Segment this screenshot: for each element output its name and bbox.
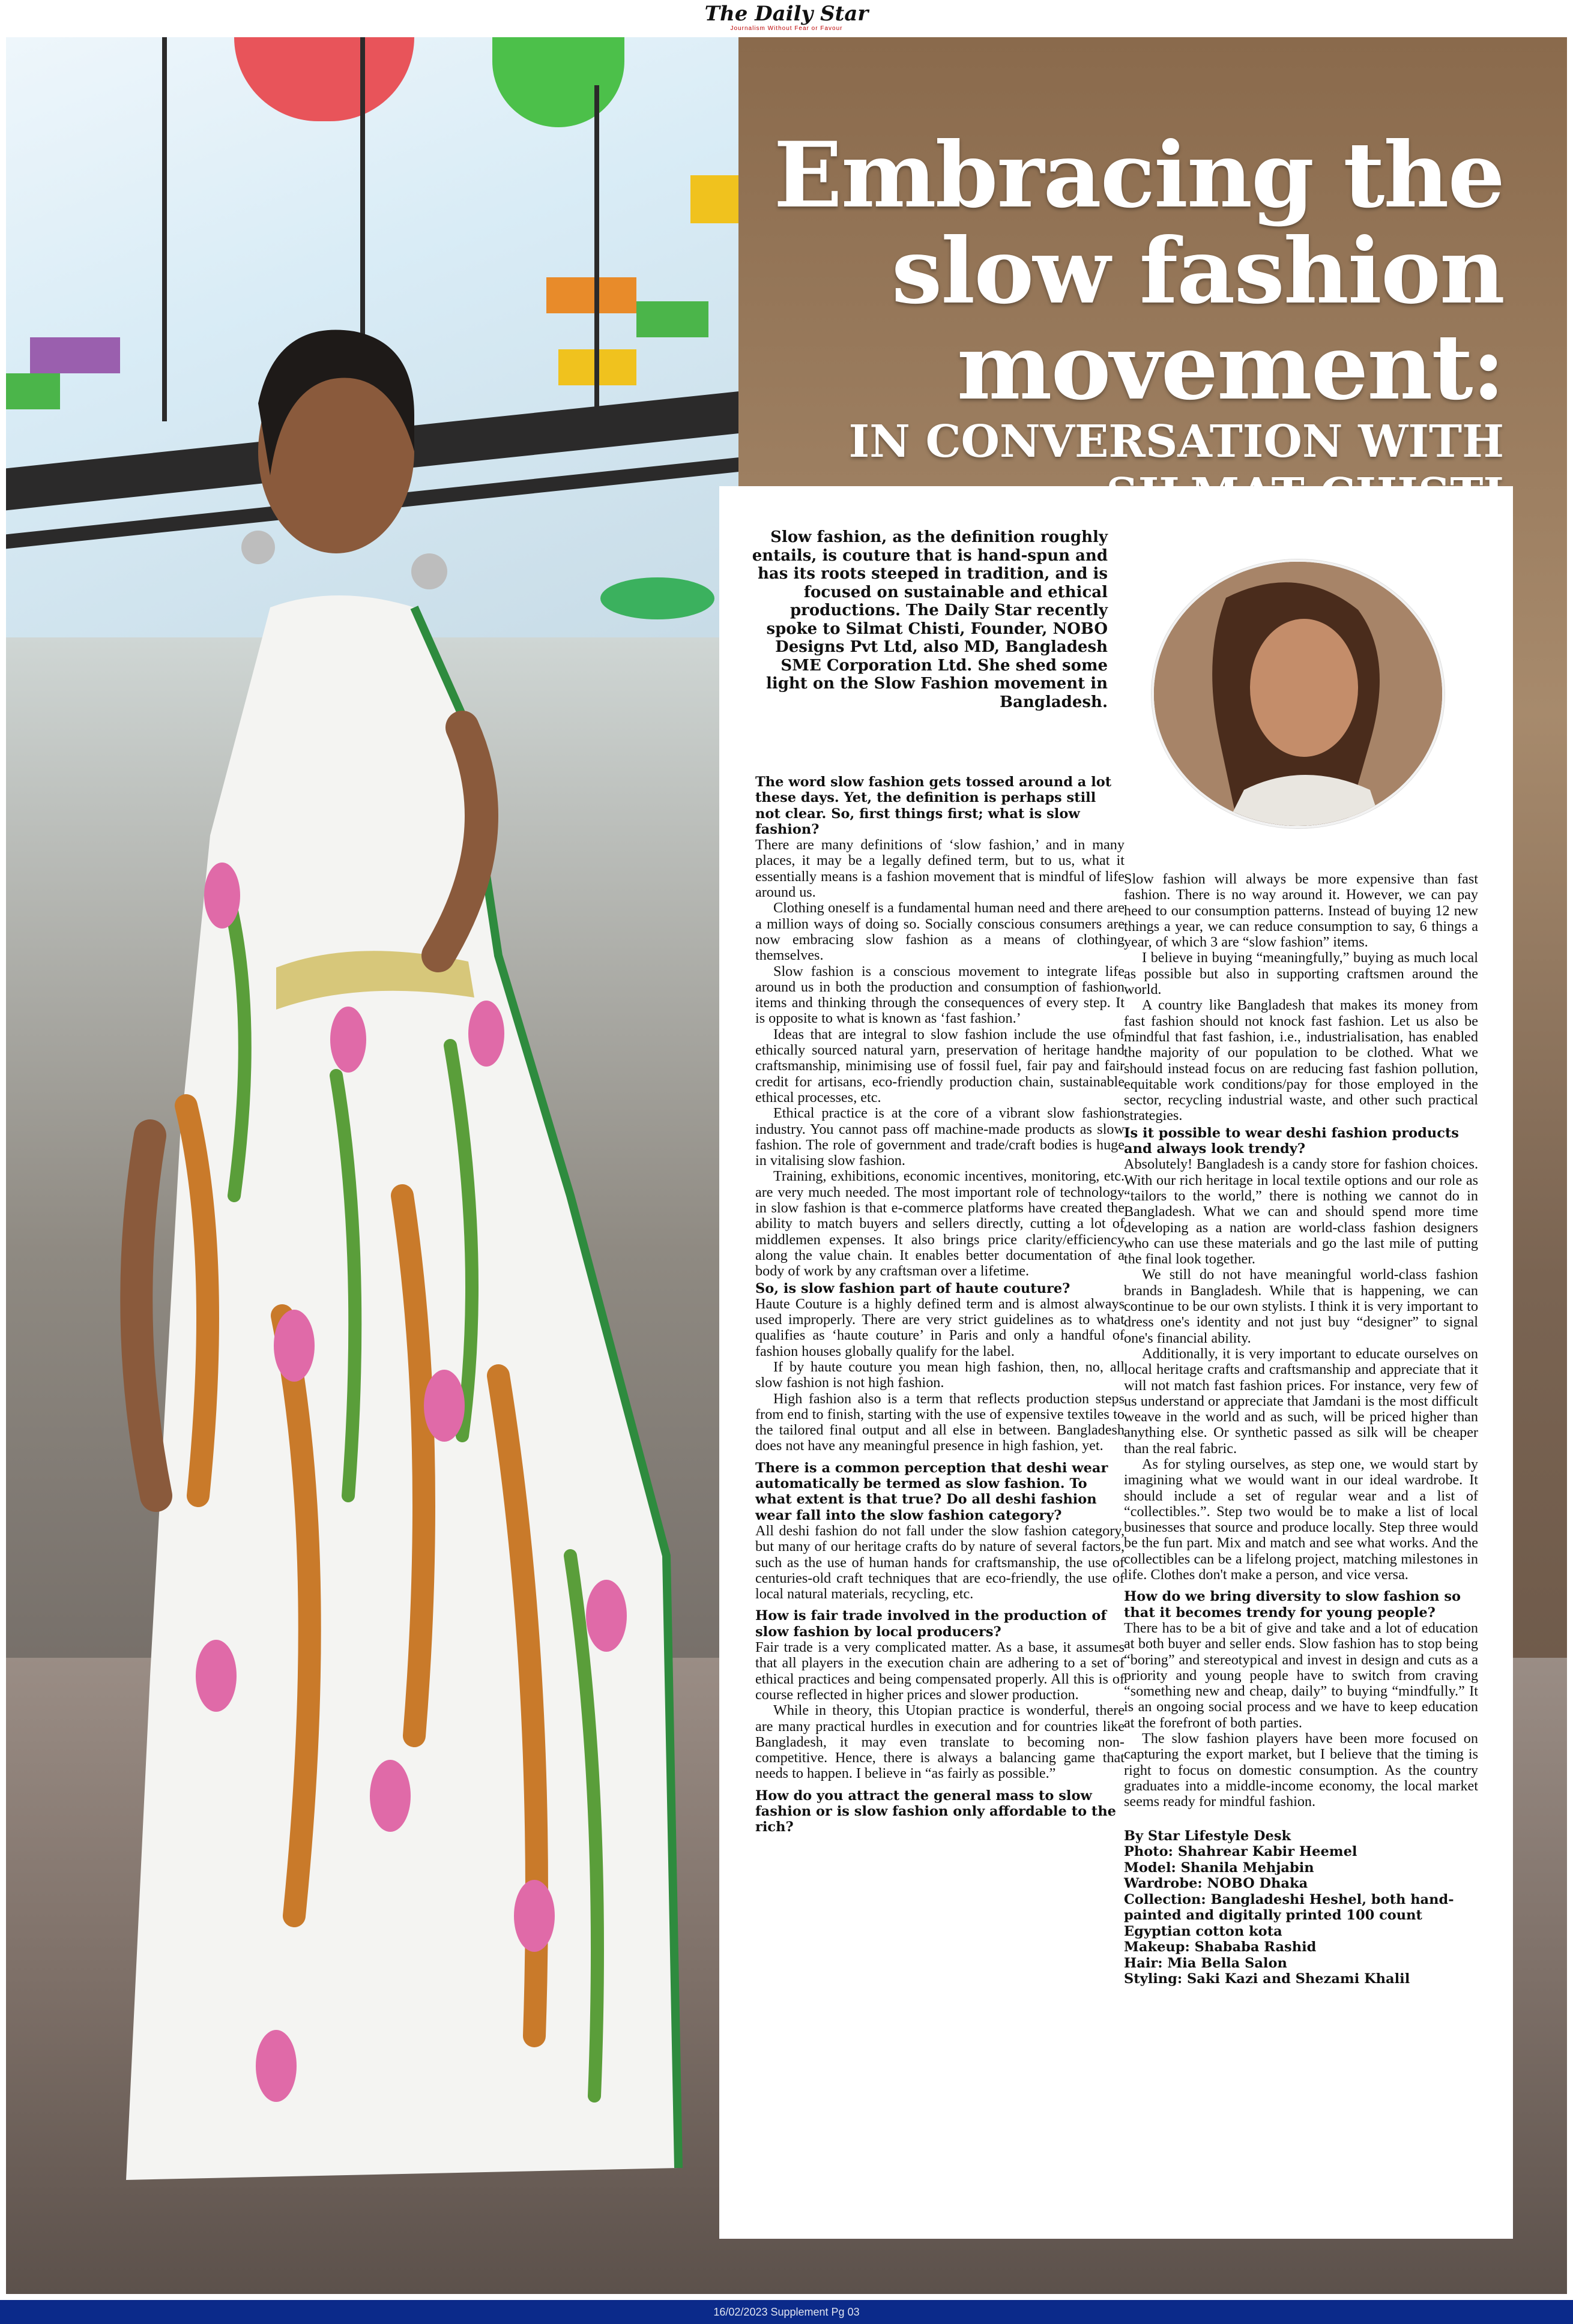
headline-line-3: movement: bbox=[956, 315, 1504, 420]
paragraph: While in theory, this Utopian practice is wonderful, there are many practical hurdles in execution and for countries like Bangladesh, it may even translate to becoming non-competitive. Hence, there is always a balancing game that needs to happen. I believe in “as fairly as possible.” bbox=[755, 1702, 1125, 1782]
question: So, is slow fashion part of haute couture? bbox=[755, 1280, 1070, 1296]
paragraph: Fair trade is a very complicated matter. As a base, it assumes that all players in the execution chain are adhering to a set of ethical practices and being compensated properly. All this is of course reflected in higher prices and slower production. bbox=[755, 1639, 1125, 1703]
question: Is it possible to wear deshi fashion products and always look trendy? bbox=[1124, 1125, 1459, 1157]
credit-model: Model: Shanila Mehjabin bbox=[1124, 1859, 1314, 1876]
question: How do you attract the general mass to slow fashion or is slow fashion only affordable to the rich? bbox=[755, 1787, 1116, 1835]
credit-photo: Photo: Shahrear Kabir Heemel bbox=[1124, 1844, 1357, 1860]
paragraph: Clothing oneself is a fundamental human need and there are a million ways of doing so. Socially conscious consumers are now embracing slow fashion as a means of clothing themselves. bbox=[755, 900, 1125, 964]
credit-wardrobe: Wardrobe: NOBO Dhaka bbox=[1124, 1876, 1308, 1892]
credit-styling: Styling: Saki Kazi and Shezami Khalil bbox=[1124, 1971, 1410, 1987]
model-figure bbox=[78, 295, 726, 2252]
article-column-2 bbox=[1124, 872, 1478, 1987]
paragraph: As for styling ourselves, as step one, we would start by imagining what we would want in our ideal wardrobe. It should include a set of regular wear and a list of “collectibles.”. Step two would be to make a list of local businesses that source and produce locally. Step three would be the fun part. Mix and match and see what works. And the collectibles can be a lifelong project, matching milestones in life. Clothes don't make a person, and vice versa. bbox=[1124, 1456, 1478, 1583]
paragraph: High fashion also is a term that reflects production steps from end to finish, starting with the use of expensive textiles to the tailored final output and all else in between. Bangladesh does not have any meaningful presence in high fashion, yet. bbox=[755, 1390, 1125, 1454]
question: The word slow fashion gets tossed around a lot these days. Yet, the definition is perhaps still not clear. So, first things first; what is slow fashion? bbox=[755, 774, 1112, 837]
subheadline-line-1: IN CONVERSATION WITH bbox=[848, 416, 1504, 468]
credit-hair: Hair: Mia Bella Salon bbox=[1124, 1955, 1287, 1971]
question: How is fair trade involved in the production of slow fashion by local producers? bbox=[755, 1608, 1107, 1640]
paragraph: Ideas that are integral to slow fashion include the use of ethically sourced natural yarn, preservation of heritage hand craftsmanship, minimising use of fossil fuel, fair pay and fair credit for artisans, eco-friendly production chain, sustainable ethical processes, etc. bbox=[755, 1026, 1125, 1106]
paragraph: There has to be a bit of give and take and a lot of education at both buyer and seller ends. Slow fashion has to stop being “boring” and stereotypical and invest in design and cuts as a priority and young people have to switch from craving “something new and cheap, daily” to buying “mindfully.” It is an ongoing social process and we have to keep education at the forefront of both parties. bbox=[1124, 1619, 1478, 1731]
credits bbox=[1124, 1828, 1478, 1987]
masthead-name: The Daily Star bbox=[704, 2, 869, 26]
paragraph: Training, exhibitions, economic incentives, monitoring, etc. are very much needed. The most important role of technology in slow fashion is that e-commerce platforms have created the ability to match buyers and sellers directly, cutting a lot of middlemen expenses. It also brings price clarity/efficiency along the value chain. It enables better documentation of a body of work by any craftsman over a lifetime. bbox=[755, 1168, 1125, 1280]
paragraph: Haute Couture is a highly defined term and is almost always used improperly. There are very strict guidelines as to what qualifies as ‘haute couture’ in Paris and only a handful of fashion houses globally qualify for the label. bbox=[755, 1295, 1125, 1359]
article-column-1 bbox=[755, 773, 1125, 1835]
credit-makeup: Makeup: Shababa Rashid bbox=[1124, 1939, 1317, 1955]
paragraph: Slow fashion will always be more expensive than fast fashion. There is no way around it. However, we can pay heed to our consumption patterns. Instead of buying 12 new things a year, we can reduce consumption to say, 6 things a year, of which 3 are “slow fashion” items. bbox=[1124, 871, 1478, 951]
interviewee-portrait bbox=[1152, 559, 1445, 828]
paragraph: Slow fashion is a conscious movement to integrate life around us in both the production and consumption of fashion items and thinking through the consequences of every step. It is opposite to what is known as ‘fast fashion.’ bbox=[755, 963, 1125, 1027]
credit-collection: Collection: Bangladeshi Heshel, both hand-painted and digitally printed 100 count Egyptian cotton kota bbox=[1124, 1891, 1454, 1939]
paragraph: If by haute couture you mean high fashion, then, no, all slow fashion is not high fashion. bbox=[755, 1358, 1125, 1391]
question: There is a common perception that deshi wear automatically be termed as slow fashion. To what extent is that true? Do all deshi fashion wear fall into the slow fashion category? bbox=[755, 1460, 1108, 1523]
paragraph: Additionally, it is very important to educate ourselves on local heritage crafts and craftsmanship and appreciate that it will not match fast fashion prices. For instance, very few of us understand or appreciate that Jamdani is the most difficult weave in the world and as such, will be priced higher than anything else. Or synthetic passed as silk will be cheaper than the real fabric. bbox=[1124, 1345, 1478, 1457]
paragraph: All deshi fashion do not fall under the slow fashion category, but many of our heritage crafts do by nature of several factors, such as the use of human hands for craftsmanship, the use of centuries-old craft techniques that are eco-friendly, the use of local natural materials, recycling, etc. bbox=[755, 1522, 1125, 1603]
paragraph: We still do not have meaningful world-class fashion brands in Bangladesh. While that is happening, we can continue to be our own stylists. I think it is very important to dress one's identity and not just buy “designer” to signal one's financial ability. bbox=[1124, 1266, 1478, 1346]
paragraph: The slow fashion players have been more focused on capturing the export market, but I believe that the timing is right to focus on domestic consumption. As the country graduates into a middle-income economy, the local market seems ready for mindful fashion. bbox=[1124, 1730, 1478, 1810]
headline-line-1: Embracing the bbox=[773, 122, 1504, 228]
headline-line-2: slow fashion bbox=[891, 218, 1504, 324]
intro-deck: Slow fashion, as the definition roughly entails, is couture that is hand-spun and has its roots steeped in tradition, and is focused on sustainable and ethical productions. The Daily Star recently spoke to Silmat Chisti, Founder, NOBO Designs Pvt Ltd, also MD, Bangladesh SME Corporation Ltd. She shed some light on the Slow Fashion movement in Bangladesh. bbox=[752, 528, 1108, 711]
paragraph: There are many definitions of ‘slow fashion,’ and in many places, it may be a legally defined term, but to us, what it essentially means is a fashion movement that is mindful of life around us. bbox=[755, 837, 1125, 901]
masthead-tagline: Journalism Without Fear or Favour bbox=[730, 25, 843, 32]
portrait-illustration bbox=[1154, 562, 1442, 826]
page-footer: 16/02/2023 Supplement Pg 03 bbox=[0, 2300, 1573, 2324]
paragraph: A country like Bangladesh that makes its money from fast fashion should not knock fast fashion. Let us also be mindful that fast fashion, i.e., industrialisation, has enabled the majority of our population to be clothed. What we should instead focus on are reducing fast fashion pollution, equitable work conditions/pay for those employed in the sector, recycling industrial waste, and other such practical strategies. bbox=[1124, 997, 1478, 1124]
paragraph: I believe in buying “meaningfully,” buying as much local as possible but also in supporting craftsmen around the world. bbox=[1124, 950, 1478, 998]
byline: By Star Lifestyle Desk bbox=[1124, 1828, 1291, 1844]
masthead bbox=[0, 0, 1573, 37]
paragraph: Ethical practice is at the core of a vibrant slow fashion industry. You cannot pass off machine-made products as slow fashion. The role of government and trade/craft bodies is huge in vitalising slow fashion. bbox=[755, 1105, 1125, 1169]
headline bbox=[723, 122, 1504, 521]
paragraph: Absolutely! Bangladesh is a candy store for fashion choices. With our rich heritage in local textile options and our role as “tailors to the world,” there is nothing we cannot do in Bangladesh. What we can and should spend more time developing as a nation are world-class fashion designers who can use these materials and go the last mile of putting the final look together. bbox=[1124, 1156, 1478, 1268]
question: How do we bring diversity to slow fashion so that it becomes trendy for young people? bbox=[1124, 1589, 1461, 1621]
